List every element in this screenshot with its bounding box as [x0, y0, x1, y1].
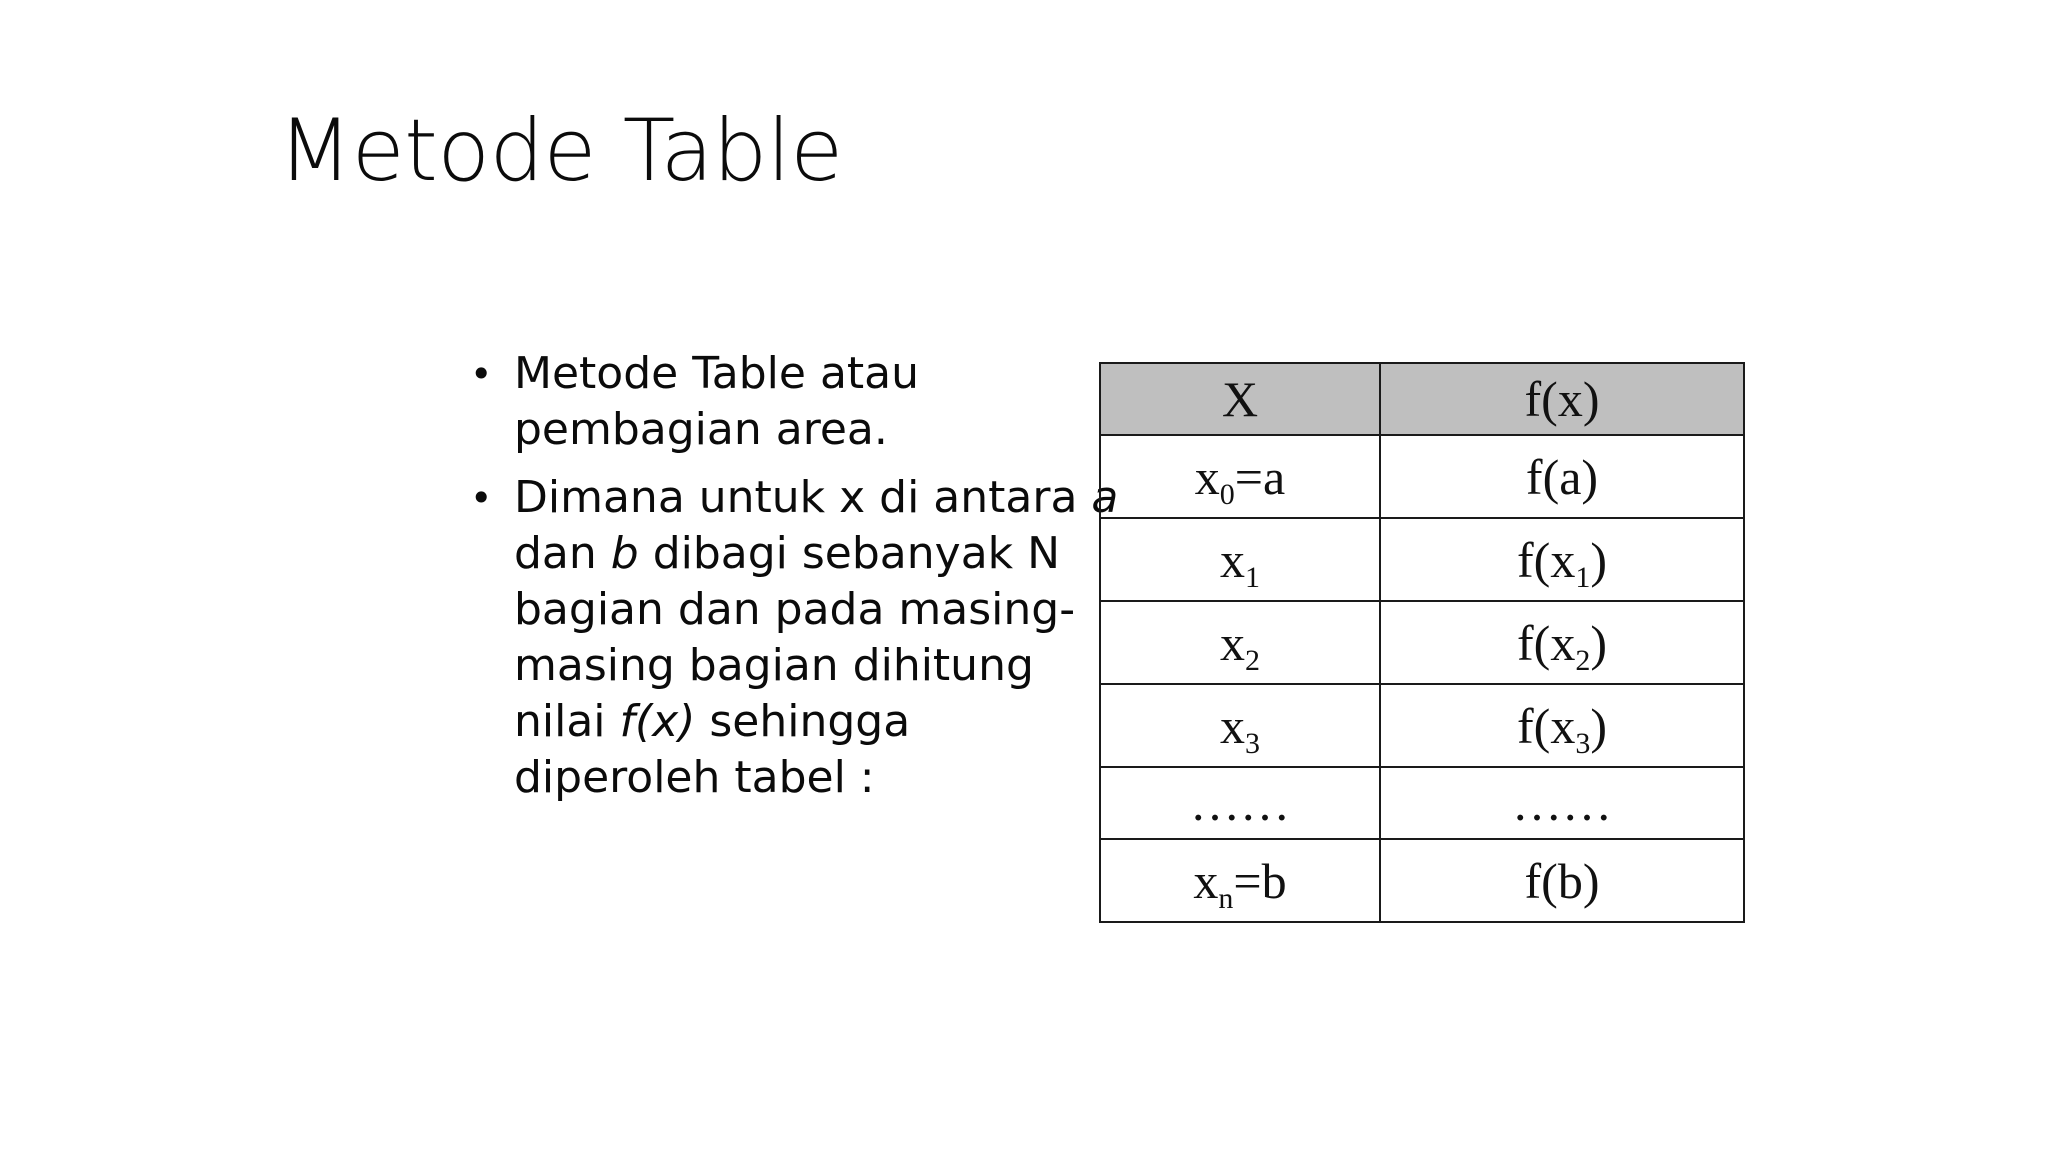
- bullet-line: pembagian area.: [514, 404, 888, 455]
- header-fx: f(x): [1380, 363, 1744, 435]
- variable-b: b: [610, 528, 639, 579]
- variable-fx: f(x): [619, 696, 696, 747]
- cell-fx: f(a): [1380, 435, 1744, 518]
- bullet-line: masing bagian dihitung: [514, 640, 1034, 691]
- bullet-line: • Metode Table atau: [514, 348, 920, 399]
- cell-x: $x_n=b$: [1100, 839, 1380, 922]
- values-table: [1099, 362, 1745, 923]
- bullet-text: sehingga: [695, 696, 911, 747]
- header-x: X: [1100, 363, 1380, 435]
- bullet-line: [514, 470, 1119, 526]
- bullet-line: bagian dan pada masing-: [514, 584, 1076, 635]
- cell-fx: f(b): [1380, 839, 1744, 922]
- bullet-line: [514, 694, 1090, 750]
- table-row: [1100, 839, 1744, 922]
- bullet-list: [470, 346, 1119, 818]
- bullet-line: diperoleh tabel :: [514, 752, 875, 803]
- cell-x: $x_3$: [1100, 684, 1380, 767]
- table-row: [1100, 601, 1744, 684]
- table-row: [1100, 518, 1744, 601]
- cell-fx: $f(x_1)$: [1380, 518, 1744, 601]
- variable-a: a: [1091, 472, 1119, 523]
- bullet-line: [514, 526, 1090, 582]
- bullet-item-method: [470, 346, 1090, 458]
- bullet-text: Dimana untuk x di antara: [514, 472, 1092, 523]
- cell-x: $x_0=a$: [1100, 435, 1380, 518]
- bullet-text: dibagi sebanyak N: [638, 528, 1061, 579]
- cell-x: ……: [1100, 767, 1380, 839]
- cell-fx: ……: [1380, 767, 1744, 839]
- bullet-text: nilai: [514, 696, 620, 747]
- table-header-row: [1100, 363, 1744, 435]
- cell-x: $x_1$: [1100, 518, 1380, 601]
- table-row: [1100, 684, 1744, 767]
- slide-title: Metode Table: [278, 101, 843, 201]
- cell-x: $x_2$: [1100, 601, 1380, 684]
- cell-fx: $f(x_3)$: [1380, 684, 1744, 767]
- table-row: [1100, 435, 1744, 518]
- bullet-item-description: [470, 470, 1119, 806]
- bullet-text: dan: [514, 528, 611, 579]
- cell-fx: $f(x_2)$: [1380, 601, 1744, 684]
- table-row: [1100, 767, 1744, 839]
